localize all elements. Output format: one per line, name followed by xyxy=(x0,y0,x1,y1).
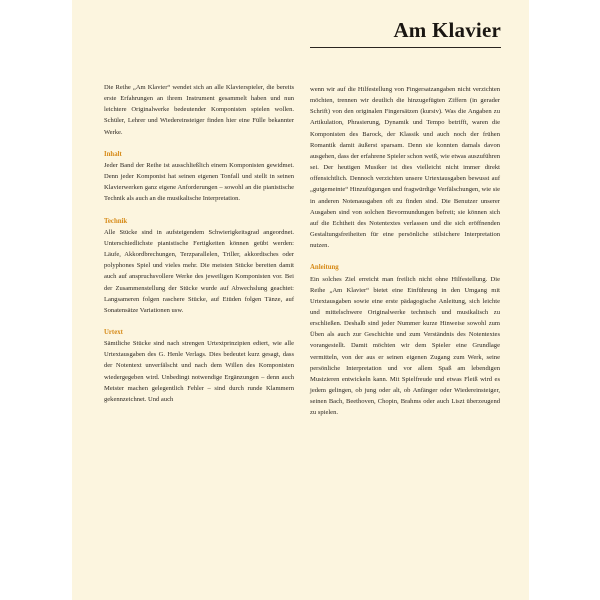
document-page xyxy=(72,0,529,600)
urtext-continued-paragraph: wenn wir auf die Hilfestellung von Fingersatzangaben nicht verzichten möchten, trennen wir deutlich die hinzugefügten Ziffern (in gerader Schrift) von den originalen Fingersätzen (kursiv). Was die Angaben zu Artikulation, Phrasierung, Dynamik und Tempo betrifft, waren die Komponisten des Barock, der Klassik und auch noch der frühen Romantik damit äußerst sparsam. Denn sie konnten damals davon ausgehen, dass der erfahrene Spieler schon weiß, wie etwas auszuführen sei. Der heutigen Musiker ist dies vielleicht nicht immer direkt offensichtlich. Dennoch verzichten unsere Urtextausgaben bewusst auf „gutgemeinte“ Hinzufügungen und fragwürdige Verfälschungen, wie sie in anderen Notenausgaben oft zu finden sind. Die Benutzer unserer Ausgaben sind von solchen Bevormundungen befreit; sie können sich auf die Echtheit des Notentextes verlassen und die sich eröffnenden Gestaltungsfreiheiten für eine persönliche stilsichere Interpretation nutzen. xyxy=(310,86,500,250)
right-column xyxy=(310,84,500,419)
anleitung-paragraph: Ein solches Ziel erreicht man freilich nicht ohne Hilfestellung. Die Reihe „Am Klavier“ bietet eine Einführung in den Umgang mit Urtextausgaben sowie eine erste pädagogische Anleitung, sich leichte und mittelschwere Originalwerke technisch und musikalisch zu erschließen. Deshalb sind jeder Nummer kurze Hinweise sowohl zum Üben als auch zur Geschichte und zum Verständnis des Notentextes vorangestellt. Damit möchten wir dem Spieler eine Grundlage vermitteln, von der aus er seinen eigenen Zugang zum Werk, seine persönliche Interpretation und vor allem Spaß am lebendigen Musizieren entwickeln kann. Mit Spielfreude und etwas Fleiß wird es jedem gelingen, ob jung oder alt, ob Anfänger oder Wiedereinsteiger, seinen Bach, Beethoven, Chopin, Brahms oder auch Liszt überzeugend zu spielen. xyxy=(310,275,500,417)
section-heading-inhalt: Inhalt xyxy=(104,150,122,158)
technik-paragraph: Alle Stücke sind in aufsteigendem Schwierigkeitsgrad angeordnet. Unterschiedlichste pianistische Fertigkeiten können geübt werden: Läufe, Akkordbrechungen, Terzparallelen, Triller, akkordisches oder polyphones Spiel und vieles mehr. Die meisten Stücke bereiten damit auch auf anspruchsvollere Werke des jeweiligen Komponisten vor. Bei der Zusammenstellung der Stücke wurde auf Abwechslung geachtet: Langsameren folgen raschere Stücke, auf Etüden folgen Tänze, auf Sonatensätze Variationen usw. xyxy=(104,228,294,314)
spacer xyxy=(104,138,294,149)
inhalt-paragraph: Jeder Band der Reihe ist ausschließlich einem Komponisten gewidmet. Denn jeder Komponist hat seinen eigenen Tonfall und stellt in seinen Klavierwerken ganz eigene Anforderungen – sowohl an die pianistische Technik als auch an die musikalische Interpretation. xyxy=(104,161,294,203)
title-divider xyxy=(310,47,501,48)
page-title: Am Klavier xyxy=(393,18,501,42)
spacer xyxy=(104,316,294,327)
intro-paragraph: Die Reihe „Am Klavier“ wendet sich an alle Klavierspieler, die bereits erste Erfahrungen an ihrem Instrument gesammelt haben und nun leichtere Originalwerke bedeutender Komponisten spielen wollen. Schüler, Lehrer und Wiedereinsteiger finden hier eine Fülle bekannter Werke. xyxy=(104,84,294,136)
section-heading-anleitung: Anleitung xyxy=(310,264,339,272)
left-column xyxy=(104,82,294,405)
section-heading-technik: Technik xyxy=(104,217,128,225)
section-heading-urtext: Urtext xyxy=(104,328,123,336)
spacer xyxy=(310,251,500,262)
urtext-paragraph: Sämtliche Stücke sind nach strengen Urtextprinzipien ediert, wie alle Urtextausgaben des G. Henle Verlags. Dies bedeutet kurz gesagt, dass der Notentext unverfälscht und nach dem Willen des Komponisten wiedergegeben wird. Unbedingt notwendige Ergänzungen – denn auch Meister machen gelegentlich Fehler – sind durch runde Klammern gekennzeichnet. Und auch xyxy=(104,340,294,403)
spacer xyxy=(104,205,294,216)
